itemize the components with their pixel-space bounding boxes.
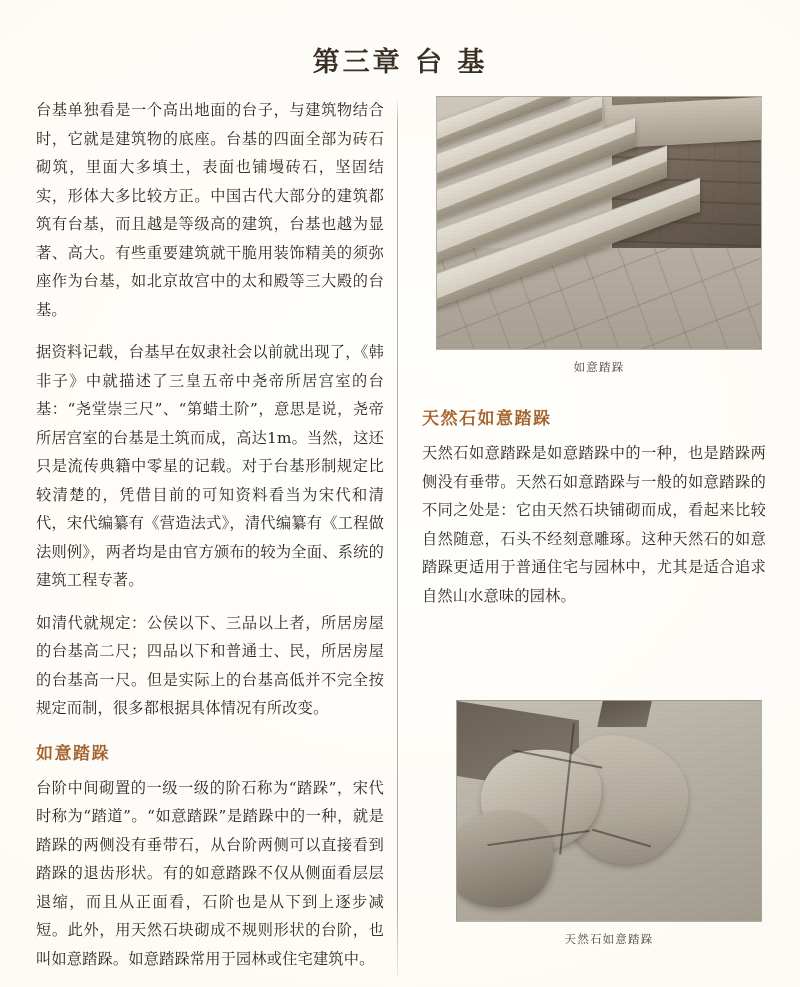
section-heading-natural-stone: 天然石如意踏跺 [422,409,552,429]
photo-grain-overlay [437,97,761,349]
figure-natural-stone [456,700,762,947]
left-column [36,96,384,973]
paragraph: 台基单独看是一个高出地面的台子，与建筑物结合时，它就是建筑物的底座。台基的四面全部为砖石砌筑，里面大多填土，表面也铺墁砖石，坚固结实，形体大多比较方正。中国古代大部分的建筑都筑有台基，而且越是等级高的建筑，台基也越为显著、高大。有些重要建筑就干脆用装饰精美的须弥座作为台基，如北京故宫中的太和殿等三大殿的台基。 [36,101,384,319]
figure-stone-staircase [436,96,762,375]
figure-caption: 如意踏跺 [573,360,625,374]
page-title: 第三章 台 基 [312,47,488,79]
paragraph: 台阶中间砌置的一级一级的阶石称为“踏跺”，宋代时称为“踏道”。“如意踏跺”是踏跺中的一种，就是踏跺的两侧没有垂带石，从台阶两侧可以直接看到踏跺的退齿形状。有的如意踏跺不仅从侧面看层层退缩，而且从正面看，石阶也是从下到上逐步减短。此外，用天然石块砌成不规则形状的台阶，也叫如意踏跺。如意踏跺常用于园林或住宅建筑中。 [36,778,384,968]
column-divider [397,97,398,977]
paragraph: 据资料记载，台基早在奴隶社会以前就出现了，《韩非子》中就描述了三皇五帝中尧帝所居宫室的台基：“尧堂崇三尺”、“第蜡土阶”，意思是说，尧帝所居宫室的台基是土筑而成，高达1m。当然，这还只是流传典籍中零星的记载。对于台基形制规定比较清楚的，凭借目前的可知资料看当为宋代和清代，宋代编纂有《营造法式》，清代编纂有《工程做法则例》，两者均是由官方颁布的较为全面、系统的建筑工程专著。 [36,343,384,589]
paragraph: 天然石如意踏跺是如意踏跺中的一种，也是踏跺两侧没有垂带。天然石如意踏跺与一般的如意踏跺的不同之处是：它由天然石块铺砌而成，看起来比较自然随意，石头不经刻意雕琢。这种天然石的如意踏跺更适用于普通住宅与园林中，尤其是适合追求自然山水意味的园林。 [422,444,766,605]
natural-stone-image [456,700,762,922]
section-heading-ruyi-taduo: 如意踏跺 [36,743,110,764]
stone-staircase-image [436,96,762,350]
figure-caption: 天然石如意踏跺 [564,932,654,946]
paragraph: 如清代就规定：公侯以下、三品以上者，所居房屋的台基高二尺；四品以下和普通士、民，所居房屋的台基高一尺。但是实际上的台基高低并不完全按规定而制，很多都根据具体情况有所改变。 [36,613,384,717]
photo-grain-overlay [457,701,761,921]
